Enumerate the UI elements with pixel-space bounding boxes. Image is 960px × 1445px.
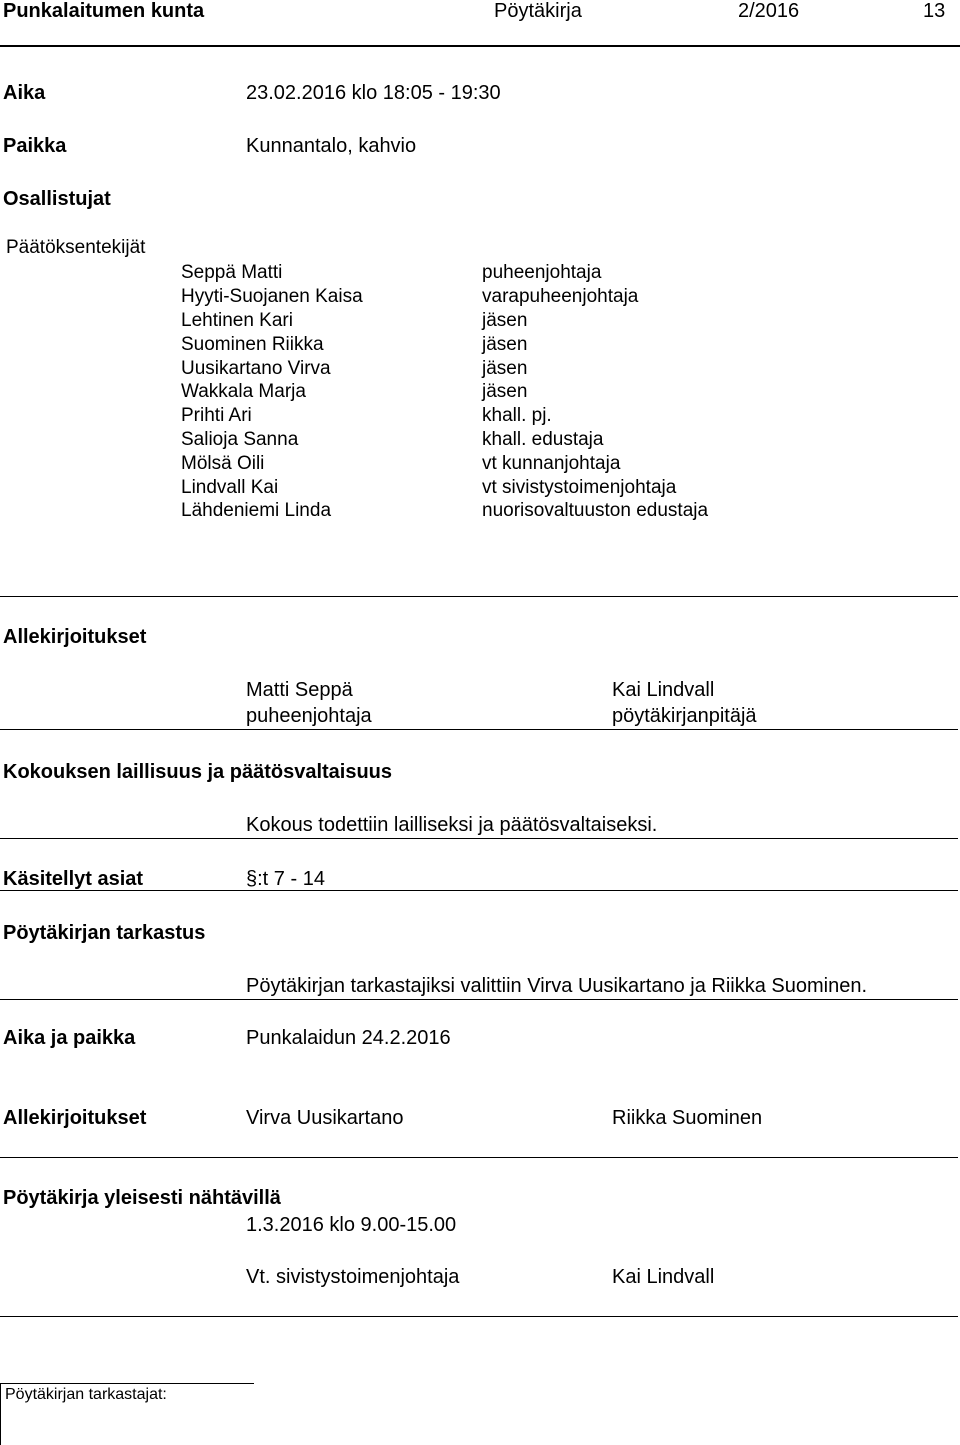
review-place-value: Punkalaidun 24.2.2016 xyxy=(246,1027,451,1049)
section-divider xyxy=(0,890,958,891)
handled-label: Käsitellyt asiat xyxy=(3,868,144,890)
section-divider xyxy=(0,999,958,1000)
participant-name: Suominen Riikka xyxy=(181,334,324,355)
review-text: Pöytäkirjan tarkastajiksi valittiin Virva Uusikartano ja Riikka Suominen. xyxy=(246,975,867,997)
section-divider xyxy=(0,1157,958,1158)
review-signer-1: Virva Uusikartano xyxy=(246,1107,404,1129)
participant-role: khall. edustaja xyxy=(482,429,604,450)
chair-name: Matti Seppä xyxy=(246,679,353,701)
participant-name: Lindvall Kai xyxy=(181,477,279,498)
document-type: Pöytäkirja xyxy=(494,0,582,22)
publication-time: 1.3.2016 klo 9.00-15.00 xyxy=(246,1214,457,1236)
chair-title: puheenjohtaja xyxy=(246,705,372,727)
participant-role: nuorisovaltuuston edustaja xyxy=(482,500,709,521)
participant-role: puheenjohtaja xyxy=(482,262,602,283)
participant-role: jäsen xyxy=(482,381,528,402)
participant-name: Lehtinen Kari xyxy=(181,310,293,331)
secretary-name: Kai Lindvall xyxy=(612,679,715,701)
reviewers-label: Pöytäkirjan tarkastajat: xyxy=(5,1386,167,1403)
review-place-label: Aika ja paikka xyxy=(3,1027,136,1049)
document-number: 2/2016 xyxy=(738,0,800,22)
participant-name: Wakkala Marja xyxy=(181,381,306,402)
participant-role: jäsen xyxy=(482,358,528,379)
section-divider xyxy=(0,838,958,839)
participant-role: vt sivistystoimenjohtaja xyxy=(482,477,677,498)
header-divider xyxy=(0,45,960,47)
publication-official-title: Vt. sivistystoimenjohtaja xyxy=(246,1266,460,1288)
legality-label: Kokouksen laillisuus ja päätösvaltaisuus xyxy=(3,761,393,783)
reviewers-box-left xyxy=(0,1383,1,1445)
place-value: Kunnantalo, kahvio xyxy=(246,135,417,157)
participant-role: khall. pj. xyxy=(482,405,552,426)
section-divider xyxy=(0,1316,958,1317)
review-signatures-label: Allekirjoitukset xyxy=(3,1107,147,1129)
participant-name: Uusikartano Virva xyxy=(181,358,331,379)
participant-name: Hyyti-Suojanen Kaisa xyxy=(181,286,363,307)
publication-label: Pöytäkirja yleisesti nähtävillä xyxy=(3,1187,281,1209)
page-number: 13 xyxy=(923,0,946,22)
legality-text: Kokous todettiin lailliseksi ja päätösvaltaiseksi. xyxy=(246,814,658,836)
reviewers-box-top xyxy=(0,1383,254,1384)
place-label: Paikka xyxy=(3,135,67,157)
participant-role: jäsen xyxy=(482,334,528,355)
review-signer-2: Riikka Suominen xyxy=(612,1107,763,1129)
participants-label: Osallistujat xyxy=(3,188,111,210)
time-label: Aika xyxy=(3,82,46,104)
participant-role: jäsen xyxy=(482,310,528,331)
signatures-label: Allekirjoitukset xyxy=(3,626,147,648)
participant-name: Lähdeniemi Linda xyxy=(181,500,332,521)
participant-role: varapuheenjohtaja xyxy=(482,286,639,307)
publication-official-name: Kai Lindvall xyxy=(612,1266,715,1288)
org-name: Punkalaitumen kunta xyxy=(3,0,205,22)
review-label: Pöytäkirjan tarkastus xyxy=(3,922,206,944)
participant-name: Seppä Matti xyxy=(181,262,283,283)
decision-makers-label: Päätöksentekijät xyxy=(6,237,146,258)
section-divider xyxy=(0,729,958,730)
handled-value: §:t 7 - 14 xyxy=(246,868,325,890)
participant-name: Prihti Ari xyxy=(181,405,252,426)
time-value: 23.02.2016 klo 18:05 - 19:30 xyxy=(246,82,501,104)
participant-name: Mölsä Oili xyxy=(181,453,265,474)
participant-name: Salioja Sanna xyxy=(181,429,299,450)
section-divider xyxy=(0,596,958,597)
participant-role: vt kunnanjohtaja xyxy=(482,453,621,474)
secretary-title: pöytäkirjanpitäjä xyxy=(612,705,757,727)
